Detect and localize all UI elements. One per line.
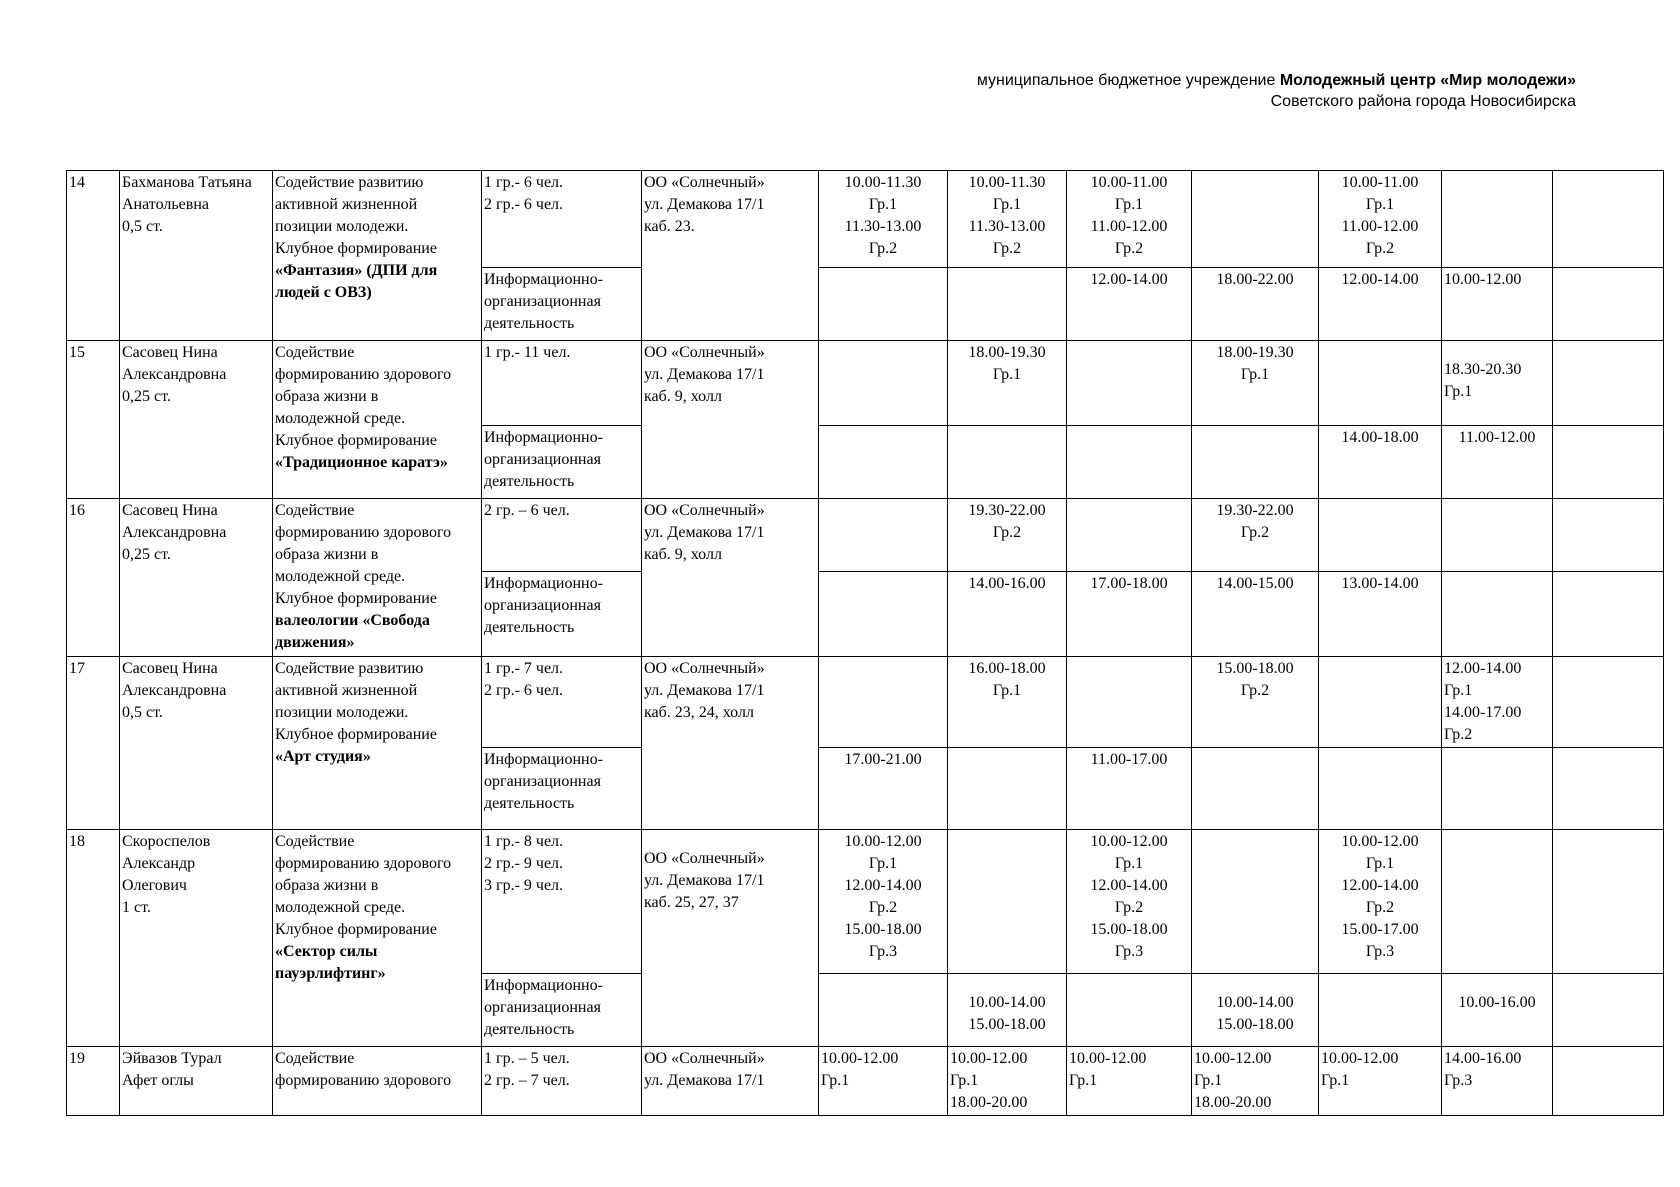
time-slot: 10.00-11.30	[844, 174, 922, 191]
schedule-day-2	[948, 499, 1067, 572]
schedule-day-7	[1553, 341, 1664, 426]
teacher-name: Сасовец Нина	[122, 660, 218, 677]
time-slot: 10.00-12.00	[1194, 1050, 1272, 1067]
info-day-5	[1319, 748, 1442, 830]
header-line-2: Советского района города Новосибирска	[1270, 93, 1576, 110]
teacher-cell	[120, 1047, 273, 1116]
teacher-rate: 0,25 ст.	[122, 546, 171, 563]
info-day-7	[1553, 974, 1664, 1047]
schedule-day-4	[1192, 341, 1319, 426]
time-slot: 15.00-18.00	[1216, 660, 1294, 677]
time-slot: 18.00-19.30	[968, 344, 1046, 361]
club-name: «Сектор силы	[275, 943, 378, 960]
schedule-day-5	[1319, 1047, 1442, 1116]
info-line: Информационно-	[484, 429, 603, 446]
table-row-16	[67, 499, 1664, 572]
group-label: Гр.1	[1444, 682, 1473, 699]
info-day-7	[1553, 572, 1664, 657]
time-slot: 12.00-14.00	[1341, 877, 1419, 894]
group-label: Гр.1	[1114, 855, 1144, 872]
schedule-day-4	[1192, 830, 1319, 974]
group-label: Гр.1	[1321, 1072, 1350, 1089]
group-label: Гр.2	[868, 899, 898, 916]
schedule-day-6	[1442, 657, 1553, 748]
teacher-cell	[120, 657, 273, 830]
row-number: 18	[67, 830, 120, 1047]
club-name: валеологии «Свобода	[275, 612, 430, 629]
group-label: Гр.2	[868, 240, 898, 257]
time-slot: 15.00-17.00	[1341, 921, 1419, 938]
table-row-15	[67, 341, 1664, 426]
info-day-3: 12.00-14.00	[1067, 268, 1192, 341]
activity-line: формированию здорового	[275, 524, 452, 541]
activity-line: Клубное формирование	[275, 726, 437, 743]
teacher-name: Бахманова Татьяна	[122, 174, 252, 191]
activity-line: Клубное формирование	[275, 240, 437, 257]
info-day-6	[1442, 572, 1553, 657]
group-label: Гр.2	[1444, 726, 1473, 743]
groups-cell	[482, 1047, 642, 1116]
schedule-day-3	[1067, 499, 1192, 572]
info-day-5	[1319, 974, 1442, 1047]
schedule-day-2	[948, 171, 1067, 268]
activity-cell	[273, 830, 482, 1047]
group-label: Гр.2	[992, 240, 1022, 257]
info-day-6: 10.00-12.00	[1442, 268, 1553, 341]
location-line: ОО «Солнечный»	[644, 174, 765, 191]
info-day-1	[819, 268, 948, 341]
activity-line: Содействие	[275, 833, 355, 850]
row-number: 14	[67, 171, 120, 341]
activity-line: молодежной среде.	[275, 899, 406, 916]
location-line: ул. Демакова 17/1	[644, 682, 765, 699]
row-number: 15	[67, 341, 120, 499]
info-line: организационная	[484, 999, 601, 1016]
group-line: 3 гр.- 9 чел.	[484, 877, 564, 894]
club-name: движения»	[275, 634, 355, 651]
club-name: «Традиционное каратэ»	[275, 454, 448, 471]
activity-line: образа жизни в	[275, 388, 379, 405]
activity-line: молодежной среде.	[275, 568, 406, 585]
activity-cell	[273, 341, 482, 499]
time-slot: 18.00-19.30	[1216, 344, 1294, 361]
location-line: ОО «Солнечный»	[644, 660, 765, 677]
schedule-day-4	[1192, 1047, 1319, 1116]
activity-line: образа жизни в	[275, 546, 379, 563]
activity-line: Содействие	[275, 1050, 355, 1067]
time-slot: 10.00-14.00	[968, 994, 1046, 1011]
info-line: Информационно-	[484, 977, 603, 994]
info-line: организационная	[484, 773, 601, 790]
activity-line: Содействие	[275, 344, 355, 361]
schedule-day-4	[1192, 171, 1319, 268]
time-slot: 10.00-11.00	[1090, 174, 1168, 191]
schedule-day-2	[948, 657, 1067, 748]
group-label: Гр.2	[1240, 524, 1270, 541]
info-day-2: 14.00-16.00	[948, 572, 1067, 657]
info-line: деятельность	[484, 619, 575, 636]
schedule-day-4	[1192, 499, 1319, 572]
info-day-3	[1067, 426, 1192, 499]
schedule-table	[66, 170, 1664, 1116]
time-slot: 15.00-18.00	[1216, 1016, 1294, 1033]
group-label: Гр.1	[1114, 196, 1144, 213]
time-slot: 10.00-11.30	[968, 174, 1046, 191]
schedule-day-2	[948, 830, 1067, 974]
schedule-day-1	[819, 499, 948, 572]
group-label: Гр.1	[868, 855, 898, 872]
group-line: 2 гр.- 6 чел.	[484, 682, 564, 699]
time-slot: 11.00-12.00	[1090, 218, 1168, 235]
time-slot: 15.00-18.00	[844, 921, 922, 938]
time-slot: 19.30-22.00	[968, 502, 1046, 519]
info-line: организационная	[484, 451, 601, 468]
info-line: организационная	[484, 293, 601, 310]
time-slot: 14.00-16.00	[1444, 1050, 1522, 1067]
info-line: деятельность	[484, 473, 575, 490]
groups-cell	[482, 657, 642, 748]
schedule-day-7	[1553, 499, 1664, 572]
info-line: организационная	[484, 597, 601, 614]
teacher-patronymic: Александровна	[122, 682, 227, 699]
activity-line: Содействие	[275, 502, 355, 519]
teacher-patronymic: Александровна	[122, 366, 227, 383]
schedule-day-7	[1553, 657, 1664, 748]
row-number: 16	[67, 499, 120, 657]
schedule-day-3	[1067, 341, 1192, 426]
group-label: Гр.1	[1194, 1072, 1223, 1089]
group-label: Гр.2	[1365, 899, 1395, 916]
info-activity-cell	[482, 572, 642, 657]
schedule-day-5	[1319, 171, 1442, 268]
groups-cell	[482, 830, 642, 974]
group-line: 1 гр.- 6 чел.	[484, 174, 564, 191]
activity-line: активной жизненной	[275, 682, 418, 699]
location-line: каб. 25, 27, 37	[644, 894, 739, 911]
location-cell	[642, 499, 819, 657]
schedule-day-3	[1067, 1047, 1192, 1116]
schedule-day-2	[948, 341, 1067, 426]
info-day-6	[1442, 974, 1553, 1047]
group-label: Гр.3	[1114, 943, 1144, 960]
row-number: 19	[67, 1047, 120, 1116]
schedule-day-6	[1442, 1047, 1553, 1116]
group-line: 1 гр. – 5 чел.	[484, 1050, 570, 1067]
info-day-5: 13.00-14.00	[1319, 572, 1442, 657]
time-slot: 12.00-14.00	[1090, 877, 1168, 894]
group-label: Гр.1	[1365, 855, 1395, 872]
activity-line: Клубное формирование	[275, 590, 437, 607]
location-line: ОО «Солнечный»	[644, 502, 765, 519]
schedule-day-7	[1553, 830, 1664, 974]
group-label: Гр.2	[1114, 240, 1144, 257]
time-slot: 12.00-14.00	[1444, 660, 1522, 677]
teacher-patronymic: Афет оглы	[122, 1072, 194, 1089]
info-line: деятельность	[484, 795, 575, 812]
location-line: ул. Демакова 17/1	[644, 366, 765, 383]
info-day-4	[1192, 974, 1319, 1047]
teacher-name: Эйвазов Турал	[122, 1050, 222, 1067]
time-slot: 15.00-18.00	[1090, 921, 1168, 938]
activity-cell	[273, 499, 482, 657]
teacher-patronymic: Анатольевна	[122, 196, 209, 213]
schedule-day-5	[1319, 830, 1442, 974]
time-slot: 11.00-12.00	[1341, 218, 1419, 235]
schedule-day-2	[948, 1047, 1067, 1116]
time-slot: 18.00-20.00	[1194, 1094, 1272, 1111]
groups-cell	[482, 499, 642, 572]
time-slot: 10.00-12.00	[1069, 1050, 1147, 1067]
time-slot: 11.30-13.00	[968, 218, 1046, 235]
info-day-1	[819, 426, 948, 499]
group-line: 2 гр. – 6 чел.	[484, 502, 570, 519]
activity-line: активной жизненной	[275, 196, 418, 213]
info-day-3	[1067, 974, 1192, 1047]
group-label: Гр.1	[1069, 1072, 1098, 1089]
info-day-6: 11.00-12.00	[1442, 426, 1553, 499]
table-row-17	[67, 657, 1664, 748]
info-activity-cell	[482, 426, 642, 499]
teacher-patronymic: Олегович	[122, 877, 187, 894]
time-slot: 12.00-14.00	[844, 877, 922, 894]
info-activity-cell	[482, 974, 642, 1047]
group-line: 2 гр. – 7 чел.	[484, 1072, 570, 1089]
activity-line: позиции молодежи.	[275, 218, 409, 235]
info-day-4	[1192, 748, 1319, 830]
time-slot: 10.00-14.00	[1216, 994, 1294, 1011]
club-name: пауэрлифтинг»	[275, 965, 386, 982]
location-cell	[642, 657, 819, 830]
info-line: Информационно-	[484, 751, 603, 768]
location-cell	[642, 341, 819, 499]
time-slot: 10.00-11.00	[1341, 174, 1419, 191]
group-label: Гр.2	[1240, 682, 1270, 699]
group-label: Гр.1	[821, 1072, 850, 1089]
group-label: Гр.2	[1365, 240, 1395, 257]
groups-cell	[482, 171, 642, 268]
teacher-name: Скороспелов	[122, 833, 211, 850]
table-row-18	[67, 830, 1664, 974]
teacher-name: Сасовец Нина	[122, 502, 218, 519]
activity-line: Клубное формирование	[275, 921, 437, 938]
time-slot: 10.00-12.00	[950, 1050, 1028, 1067]
info-line: Информационно-	[484, 575, 603, 592]
schedule-day-3	[1067, 171, 1192, 268]
group-label: Гр.3	[1365, 943, 1395, 960]
info-day-1	[819, 974, 948, 1047]
group-label: Гр.1	[1444, 383, 1473, 400]
info-day-3: 11.00-17.00	[1067, 748, 1192, 830]
activity-line: формированию здорового	[275, 1072, 452, 1089]
teacher-cell	[120, 171, 273, 341]
info-activity-cell	[482, 268, 642, 341]
time-slot: 10.00-12.00	[844, 833, 922, 850]
info-day-2	[948, 268, 1067, 341]
club-name: «Фантазия» (ДПИ для	[275, 262, 438, 279]
info-line: деятельность	[484, 1021, 575, 1038]
schedule-day-7	[1553, 171, 1664, 268]
info-day-7	[1553, 426, 1664, 499]
info-day-4	[1192, 426, 1319, 499]
schedule-day-5	[1319, 341, 1442, 426]
schedule-day-5	[1319, 657, 1442, 748]
info-day-2	[948, 426, 1067, 499]
group-line: 1 гр.- 7 чел.	[484, 660, 564, 677]
schedule-day-1	[819, 830, 948, 974]
activity-cell	[273, 1047, 482, 1116]
schedule-day-1	[819, 1047, 948, 1116]
group-label: Гр.2	[1114, 899, 1144, 916]
schedule-day-5	[1319, 499, 1442, 572]
document-header	[977, 70, 1576, 112]
group-line: 2 гр.- 9 чел.	[484, 855, 564, 872]
group-label: Гр.1	[950, 1072, 979, 1089]
teacher-rate: 0,25 ст.	[122, 388, 171, 405]
time-slot: 19.30-22.00	[1216, 502, 1294, 519]
location-line: ул. Демакова 17/1	[644, 196, 765, 213]
club-name: людей с ОВЗ)	[275, 284, 372, 301]
info-line: деятельность	[484, 315, 575, 332]
teacher-patronymic: Александровна	[122, 524, 227, 541]
info-day-1: 17.00-21.00	[819, 748, 948, 830]
group-label: Гр.1	[1365, 196, 1395, 213]
time-slot: 10.00-12.00	[1321, 1050, 1399, 1067]
schedule-day-6	[1442, 499, 1553, 572]
group-line: 1 гр.- 11 чел.	[484, 344, 571, 361]
location-line: ОО «Солнечный»	[644, 850, 765, 867]
info-day-7	[1553, 268, 1664, 341]
time-slot: 18.00-20.00	[950, 1094, 1028, 1111]
activity-line: Содействие развитию	[275, 174, 424, 191]
teacher-cell	[120, 830, 273, 1047]
teacher-rate: 0,5 ст.	[122, 218, 163, 235]
teacher-name: Александр	[122, 855, 196, 872]
schedule-day-3	[1067, 830, 1192, 974]
time-slot: 15.00-18.00	[968, 1016, 1046, 1033]
info-day-3: 17.00-18.00	[1067, 572, 1192, 657]
info-day-2	[948, 974, 1067, 1047]
info-activity-cell	[482, 748, 642, 830]
info-day-4: 18.00-22.00	[1192, 268, 1319, 341]
row-number: 17	[67, 657, 120, 830]
schedule-day-4	[1192, 657, 1319, 748]
info-day-5: 14.00-18.00	[1319, 426, 1442, 499]
time-slot: 11.30-13.00	[844, 218, 922, 235]
info-line: Информационно-	[484, 271, 603, 288]
info-day-1	[819, 572, 948, 657]
activity-line: Содействие развитию	[275, 660, 424, 677]
schedule-day-6	[1442, 171, 1553, 268]
group-label: Гр.1	[992, 682, 1022, 699]
schedule-day-6	[1442, 830, 1553, 974]
location-cell	[642, 171, 819, 341]
group-line: 2 гр.- 6 чел.	[484, 196, 564, 213]
schedule-day-3	[1067, 657, 1192, 748]
location-line: каб. 9, холл	[644, 546, 722, 563]
schedule-day-6	[1442, 341, 1553, 426]
location-line: ул. Демакова 17/1	[644, 524, 765, 541]
club-name: «Арт студия»	[275, 748, 371, 765]
table-row-14	[67, 171, 1664, 268]
activity-line: молодежной среде.	[275, 410, 406, 427]
location-line: ОО «Солнечный»	[644, 1050, 765, 1067]
group-label: Гр.1	[992, 366, 1022, 383]
teacher-name: Сасовец Нина	[122, 344, 218, 361]
location-line: каб. 23.	[644, 218, 695, 235]
schedule-day-1	[819, 657, 948, 748]
time-slot: 14.00-17.00	[1444, 704, 1522, 721]
location-line: ОО «Солнечный»	[644, 344, 765, 361]
activity-line: формированию здорового	[275, 855, 452, 872]
time-slot: 10.00-12.00	[1090, 833, 1168, 850]
teacher-cell	[120, 341, 273, 499]
info-day-4: 14.00-15.00	[1192, 572, 1319, 657]
teacher-rate: 1 ст.	[122, 899, 151, 916]
time-slot: 10.00-16.00	[1458, 994, 1536, 1011]
location-cell	[642, 1047, 819, 1116]
info-day-2	[948, 748, 1067, 830]
info-day-7	[1553, 748, 1664, 830]
header-line-1	[977, 70, 1576, 91]
location-line: ул. Демакова 17/1	[644, 1072, 765, 1089]
time-slot: 10.00-12.00	[1341, 833, 1419, 850]
activity-line: позиции молодежи.	[275, 704, 409, 721]
header-org-name: Молодежный центр «Мир молодежи»	[1279, 72, 1576, 89]
activity-line: образа жизни в	[275, 877, 379, 894]
time-slot: 16.00-18.00	[968, 660, 1046, 677]
schedule-day-1	[819, 171, 948, 268]
activity-line: формированию здорового	[275, 366, 452, 383]
group-label: Гр.1	[868, 196, 898, 213]
teacher-rate: 0,5 ст.	[122, 704, 163, 721]
location-line: каб. 23, 24, холл	[644, 704, 754, 721]
group-label: Гр.1	[992, 196, 1022, 213]
info-day-6	[1442, 748, 1553, 830]
activity-cell	[273, 171, 482, 341]
time-slot: 18.30-20.30	[1444, 361, 1522, 378]
groups-cell	[482, 341, 642, 426]
teacher-cell	[120, 499, 273, 657]
location-line: ул. Демакова 17/1	[644, 872, 765, 889]
activity-cell	[273, 657, 482, 830]
group-label: Гр.2	[992, 524, 1022, 541]
table-row-19	[67, 1047, 1664, 1116]
group-label: Гр.3	[868, 943, 898, 960]
info-day-5: 12.00-14.00	[1319, 268, 1442, 341]
header-prefix: муниципальное бюджетное учреждение	[976, 72, 1280, 89]
location-cell	[642, 830, 819, 1047]
schedule-day-1	[819, 341, 948, 426]
schedule-day-7	[1553, 1047, 1664, 1116]
group-label: Гр.3	[1444, 1072, 1473, 1089]
group-label: Гр.1	[1240, 366, 1270, 383]
location-line: каб. 9, холл	[644, 388, 722, 405]
group-line: 1 гр.- 8 чел.	[484, 833, 564, 850]
time-slot: 10.00-12.00	[821, 1050, 899, 1067]
activity-line: Клубное формирование	[275, 432, 437, 449]
